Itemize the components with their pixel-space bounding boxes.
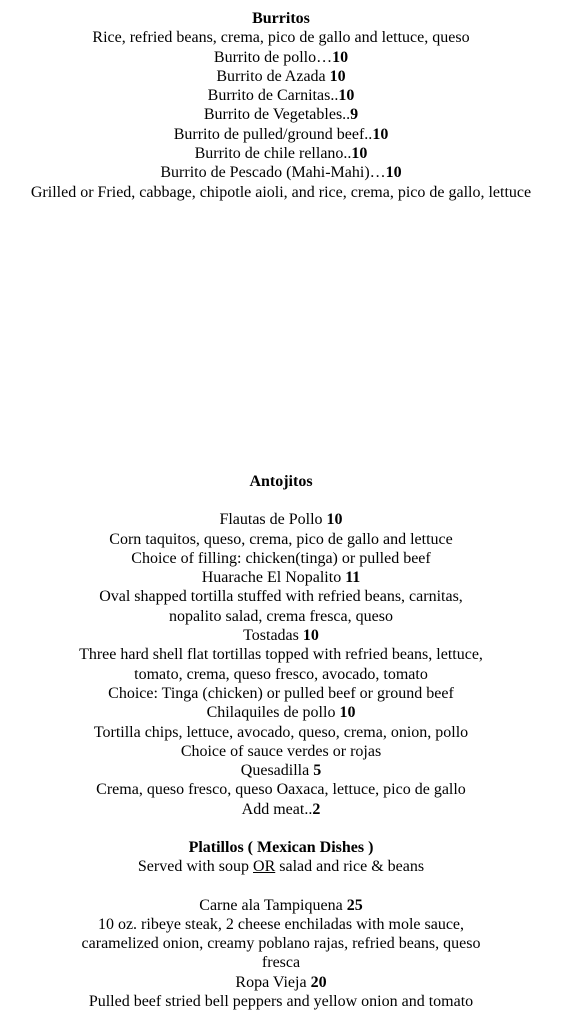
burritos-line: Burrito de Azada 10: [216, 67, 346, 85]
platillos-section: [0, 838, 562, 1011]
menu-item-name: Tostadas 10: [243, 627, 319, 645]
pescado-description: Grilled or Fried, cabbage, chipotle aioli, and rice, crema, pico de gallo, lettuce: [30, 183, 532, 201]
menu-item-desc: 10 oz. ribeye steak, 2 cheese enchiladas with mole sauce,: [97, 915, 465, 933]
menu-item-desc: nopalito salad, crema fresca, queso: [169, 607, 393, 625]
menu-item-desc: tomato, crema, queso fresco, avocado, tomato: [134, 665, 428, 683]
burritos-line: Burrito de pollo…10: [213, 48, 349, 66]
menu-item-desc: caramelized onion, creamy poblano rajas, refried beans, queso: [81, 935, 481, 953]
burritos-line: Burrito de Vegetables..9: [203, 106, 359, 124]
platillos-heading: Platillos ( Mexican Dishes ): [188, 839, 374, 856]
burritos-line: Burrito de chile rellano..10: [194, 145, 368, 163]
burritos-line: Rice, refried beans, crema, pico de gallo and lettuce, queso: [92, 29, 470, 47]
menu-item-desc: Choice: Tinga (chicken) or pulled beef or ground beef: [108, 684, 454, 702]
menu-item-desc: Three hard shell flat tortillas topped with refried beans, lettuce,: [79, 646, 483, 664]
burritos-line: Burrito de pulled/ground beef..10: [173, 125, 389, 143]
burritos-line: Burrito de Pescado (Mahi-Mahi)…10: [160, 164, 402, 182]
menu-item-name: Huarache El Nopalito 11: [201, 569, 361, 587]
menu-item-desc: fresca: [261, 954, 301, 972]
menu-item-desc: Choice of sauce verdes or rojas: [180, 742, 382, 760]
menu-item-name: Ropa Vieja 20: [235, 973, 327, 991]
burritos-line: Burrito de Carnitas..10: [207, 87, 355, 105]
menu-item-desc: Corn taquitos, queso, crema, pico de gallo and lettuce: [109, 530, 453, 548]
antojitos-heading: Antojitos: [249, 473, 313, 490]
menu-item-desc: Crema, queso fresco, queso Oaxaca, lettuce, pico de gallo: [96, 781, 466, 799]
menu-item-name: Carne ala Tampiquena 25: [199, 896, 363, 914]
burritos-heading: Burritos: [252, 10, 310, 27]
menu-item-desc: Pulled beef stried bell peppers and yellow onion and tomato: [88, 993, 474, 1011]
add-meat-line: Add meat..2: [241, 800, 321, 818]
menu-item-name: Chilaquiles de pollo 10: [206, 704, 356, 722]
burritos-section: [0, 9, 562, 202]
antojitos-section: [0, 472, 562, 819]
menu-item-desc: Choice of filling: chicken(tinga) or pulled beef: [131, 549, 431, 567]
platillos-served-with: Served with soup OR salad and rice & beans: [137, 858, 425, 876]
menu-item-name: Quesadilla 5: [240, 762, 322, 780]
menu-item-desc: Oval shapped tortilla stuffed with refried beans, carnitas,: [99, 588, 463, 606]
menu-item-desc: Tortilla chips, lettuce, avocado, queso, crema, onion, pollo: [93, 723, 469, 741]
menu-item-name: Flautas de Pollo 10: [219, 511, 343, 529]
